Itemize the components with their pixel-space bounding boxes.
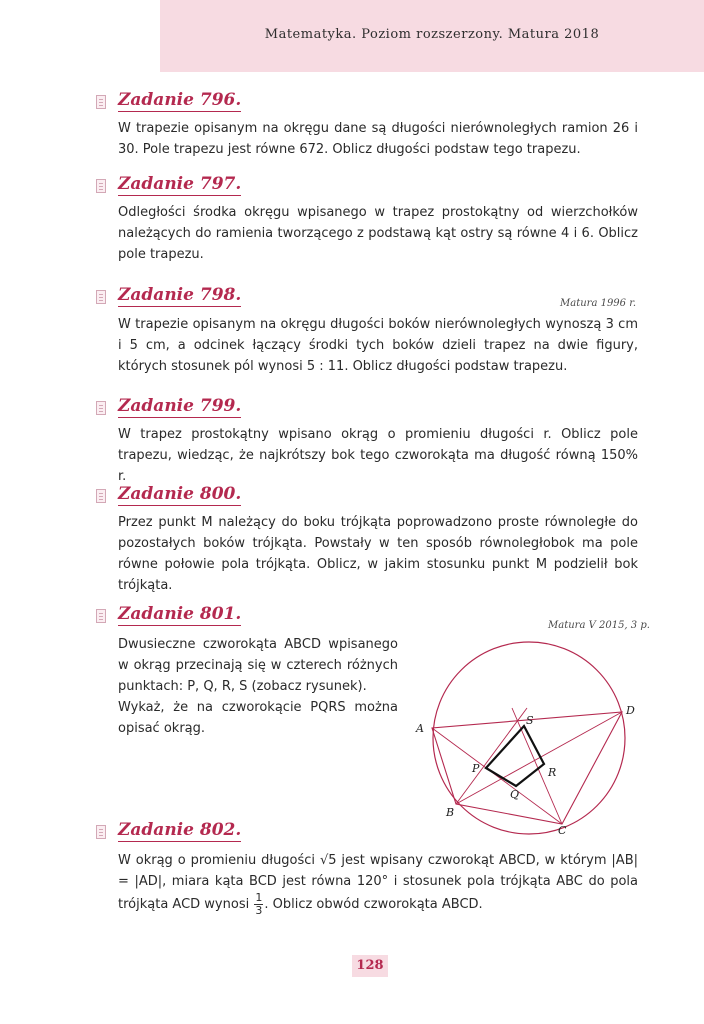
task-798-source: Matura 1996 r. <box>560 298 637 309</box>
task-802-title: Zadanie 802. <box>118 820 242 840</box>
task-796-paragraph: W trapezie opisanym na okręgu dane są długości nierównoległych ramion 26 i 30. Pole trapezu jest równe 672. Oblicz długości podstaw tego trapezu. <box>118 121 638 157</box>
task-800-title: Zadanie 800. <box>118 484 242 504</box>
document-icon <box>96 290 106 304</box>
task-798-title: Zadanie 798. <box>118 285 242 305</box>
task-801-text <box>118 634 398 739</box>
document-icon <box>96 609 106 623</box>
task-796-title: Zadanie 796. <box>118 90 242 110</box>
label-p: P <box>472 762 480 775</box>
task-801-title: Zadanie 801. <box>118 604 242 624</box>
geometry-diagram <box>412 628 644 840</box>
fraction-numerator: 1 <box>255 891 263 904</box>
quadrilateral-abcd <box>432 712 622 824</box>
cyclic-quadrilateral-figure <box>412 628 644 840</box>
document-icon <box>96 489 106 503</box>
task-798-text <box>118 314 638 377</box>
label-c: C <box>558 824 567 837</box>
task-797-title: Zadanie 797. <box>118 174 242 194</box>
task-798-paragraph: W trapezie opisanym na okręgu długości boków nierównoległych wynoszą 3 cm i 5 cm, a odcinek łączący środki tych boków dzieli trapez na dwie figury, których stosunek pól wynosi 5 : 11. Oblicz długości podstaw trapezu. <box>118 317 638 374</box>
label-q: Q <box>510 788 520 801</box>
task-802-text <box>118 850 638 917</box>
task-797-text <box>118 202 638 265</box>
task-800-text <box>118 512 638 596</box>
task-801-source: Matura V 2015, 3 p. <box>548 620 650 631</box>
task-802-text-a: W okrąg o promieniu długości √5 jest wpisany czworokąt ABCD, w którym |AB| = |AD|, miara kąta BCD jest równa 120° i stosunek pola trójkąta ABC do pola trójkąta ACD wynosi <box>118 853 638 912</box>
label-r: R <box>548 766 557 779</box>
fraction-denominator: 3 <box>255 904 263 917</box>
task-800-paragraph: Przez punkt M należący do boku trójkąta poprowadzono proste równoległe do pozostałych boków trójkąta. Powstały w ten sposób równoległobok ma pole równe połowie pola trójkąta. Oblicz, w jakim stosunku punkt M podzielił bok trójkąta. <box>118 515 638 593</box>
task-799-text <box>118 424 638 487</box>
document-icon <box>96 179 106 193</box>
task-799-paragraph: W trapez prostokątny wpisano okrąg o promieniu długości r. Oblicz pole trapezu, wiedząc, że najkrótszy bok tego czworokąta ma długość równą 150% r. <box>118 427 638 484</box>
page-header <box>160 0 704 72</box>
document-icon <box>96 825 106 839</box>
document-icon <box>96 401 106 415</box>
label-a: A <box>416 722 424 735</box>
header-title: Matematyka. Poziom rozszerzony. Matura 2018 <box>264 27 600 42</box>
task-797-paragraph: Odległości środka okręgu wpisanego w trapez prostokątny od wierzchołków należących do ramienia tworzącego z podstawą kąt ostry są równe 4 i 6. Oblicz pole trapezu. <box>118 205 638 262</box>
task-799-title: Zadanie 799. <box>118 396 242 416</box>
task-802-paragraph <box>118 850 638 917</box>
task-801-paragraph-2: Wykaż, że na czworokącie PQRS można opisać okrąg. <box>118 700 398 736</box>
fraction-one-third <box>254 892 263 917</box>
label-b: B <box>446 806 455 819</box>
document-icon <box>96 95 106 109</box>
label-d: D <box>626 704 635 717</box>
task-801-paragraph: Dwusieczne czworokąta ABCD wpisanego w okrąg przecinają się w czterech różnych punktach: P, Q, R, S (zobacz rysunek). <box>118 637 398 694</box>
quadrilateral-pqrs <box>486 726 544 786</box>
task-802-text-b: . Oblicz obwód czworokąta ABCD. <box>264 897 483 912</box>
label-s: S <box>526 714 534 727</box>
task-796-text <box>118 118 638 160</box>
page-number: 128 <box>352 955 388 977</box>
